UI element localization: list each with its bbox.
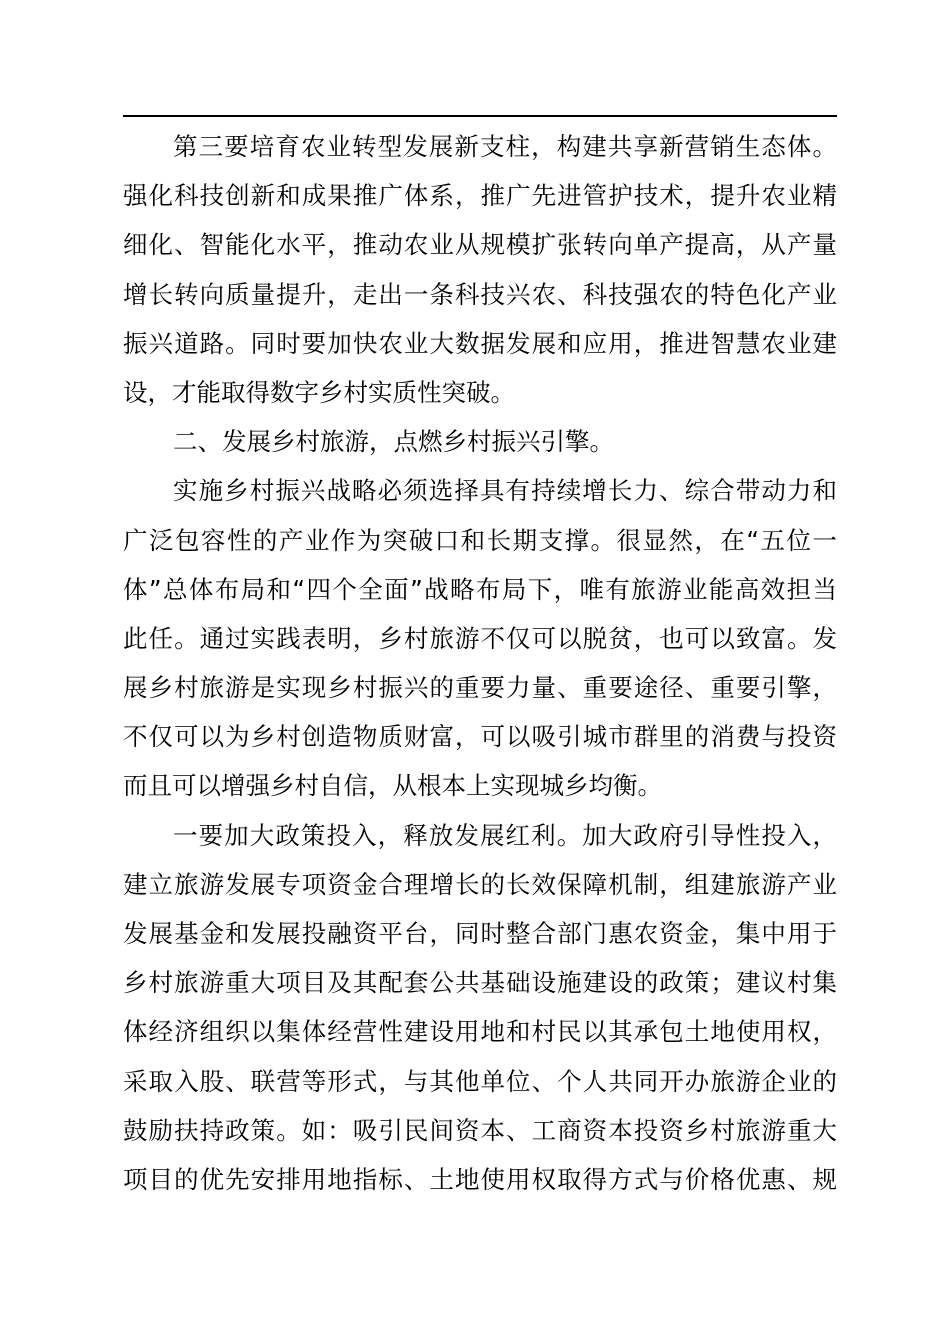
text-line: 强化科技创新和成果推广体系，推广先进管护技术，提升农业精	[123, 181, 837, 211]
text-line: 实施乡村振兴战略必须选择具有持续增长力、综合带动力和	[173, 476, 837, 506]
text-line: 采取入股、联营等形式，与其他单位、个人共同开办旅游企业的	[123, 1066, 837, 1096]
header-rule	[123, 115, 837, 117]
text-line: 发展基金和发展投融资平台，同时整合部门惠农资金，集中用于	[123, 919, 837, 948]
text-line: 此任。通过实践表明，乡村旅游不仅可以脱贫，也可以致富。发	[123, 623, 837, 653]
text-line: 增长转向质量提升，走出一条科技兴农、科技强农的特色化产业	[123, 279, 837, 309]
text-line: 而且可以增强乡村自信，从根本上实现城乡均衡。	[123, 771, 662, 801]
text-line: 项目的优先安排用地指标、土地使用权取得方式与价格优惠、规	[123, 1164, 837, 1194]
text-line: 不仅可以为乡村创造物质财富，可以吸引城市群里的消费与投资	[123, 722, 837, 752]
text-line: 乡村旅游重大项目及其配套公共基础设施建设的政策；建议村集	[123, 968, 837, 998]
text-line: 设，才能取得数字乡村实质性突破。	[123, 377, 515, 407]
text-line: 一要加大政策投入，释放发展红利。加大政府引导性投入，	[173, 820, 837, 850]
text-line: 二、发展乡村旅游，点燃乡村振兴引擎。	[173, 427, 614, 457]
text-line: 振兴道路。同时要加快农业大数据发展和应用，推进智慧农业建	[123, 328, 837, 358]
text-line: 建立旅游发展专项资金合理增长的长效保障机制，组建旅游产业	[123, 869, 837, 899]
text-line: 细化、智能化水平，推动农业从规模扩张转向单产提高，从产量	[123, 230, 837, 260]
text-line: 展乡村旅游是实现乡村振兴的重要力量、重要途径、重要引擎，	[123, 673, 837, 703]
document-body	[123, 122, 837, 1204]
text-line: 体经济组织以集体经营性建设用地和村民以其承包土地使用权，	[123, 1017, 837, 1047]
text-line: 广泛包容性的产业作为突破口和长期支撑。很显然，在“五位一	[123, 525, 837, 555]
text-line: 第三要培育农业转型发展新支柱，构建共享新营销生态体。	[173, 132, 837, 161]
text-line: 鼓励扶持政策。如：吸引民间资本、工商资本投资乡村旅游重大	[123, 1115, 837, 1145]
text-line: 体”总体布局和“四个全面”战略布局下，唯有旅游业能高效担当	[123, 574, 837, 604]
